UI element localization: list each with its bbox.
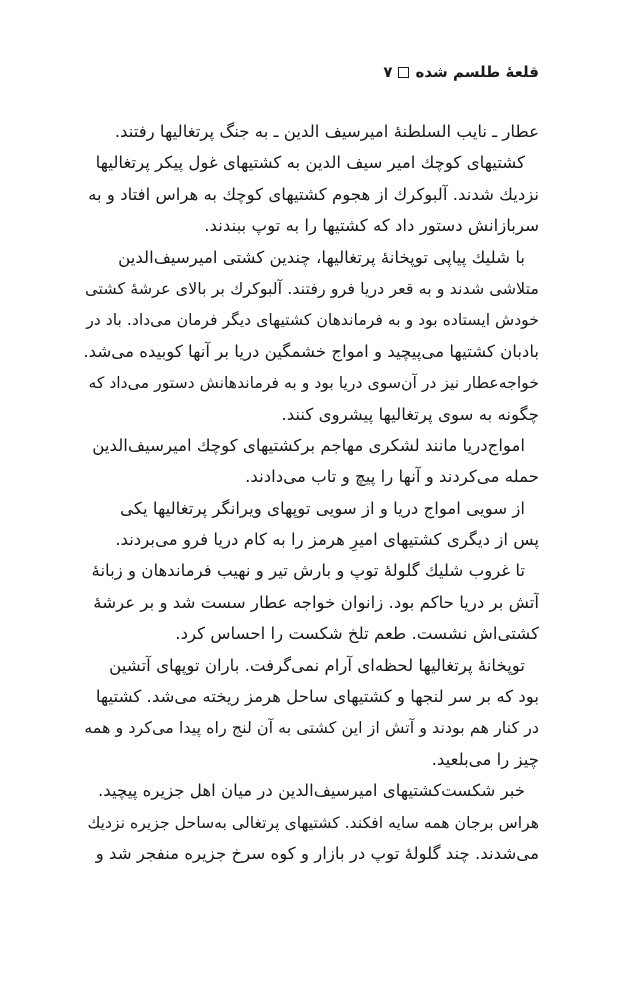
text-line: بود که بر سر لنجها و کشتیهای ساحل هرمز ریخته می‌شد. کشتیها (95, 687, 539, 707)
text-line: با شلیك پیاپی توپخانهٔ پرتغالیها، چندین کشتی امیرسیف‌الدین (118, 247, 525, 267)
text-line: کشتیهای کوچك امیر سیف الدین به کشتیهای غول پیکر پرتغالیها (95, 153, 525, 173)
text-line: تا غروب شلیك گلولهٔ توپ و بارش تیر و نهیب فرماندهان و زبانهٔ (91, 561, 525, 581)
text-line: خبر شکست‌کشتیهای امیرسیف‌الدین در میان اهل جزیره پیچید. (98, 781, 525, 801)
text-line: از سویی امواج دریا و از سویی توپهای ویرانگر پرتغالیها یکی (120, 498, 525, 518)
body-text (80, 116, 539, 869)
text-line: آتش بر دریا حاکم بود. زانوان خواجه عطار سست شد و بر عرشهٔ (93, 592, 539, 612)
text-line: کشتی‌اش نشست. طعم تلخ شکست را احساس کرد. (175, 624, 539, 644)
text-line: بادبان کشتیها می‌پیچید و امواج خشمگین دریا بر آنها کوبیده می‌شد. (83, 341, 539, 361)
text-line: هراس برجان همه سایه افکند. کشتیهای پرتغالی به‌ساحل جزیره نزدیك (87, 812, 539, 832)
text-line: پس از دیگری کشتیهای امیرِ هرمز را به کام دریا فرو می‌بردند. (115, 530, 539, 550)
text-line: سربازانش دستور داد که کشتیها را به توپ ببندند. (204, 216, 539, 236)
text-line: چگونه به سوی پرتغالیها پیشروی کنند. (281, 404, 539, 424)
text-line: خواجه‌عطار نیز در آن‌سوی دریا بود و به فرماندهانش دستور می‌داد که (88, 373, 539, 393)
text-line: نزدیك شدند. آلبوکرك از هجوم کشتیهای کوچك به هراس افتاد و به (88, 184, 539, 204)
text-line: حمله می‌کردند و آنها را پیچ و تاب می‌دادند. (245, 467, 539, 487)
text-line: امواج‌دریا مانند لشکری مهاجم برکشتیهای کوچك امیرسیف‌الدین (92, 435, 525, 455)
text-line: می‌شدند. چند گلولهٔ توپ در بازار و کوه سرخ جزیره منفجر شد و (95, 843, 539, 863)
text-line: خودش ایستاده بود و به فرماندهان کشتیهای دیگر فرمان می‌داد. باد در (86, 310, 539, 330)
box-ornament-icon (398, 67, 409, 78)
text-line: عطار ـ نایب السلطنهٔ امیرسیف الدین ـ به جنگ پرتغالیها رفتند. (114, 122, 539, 141)
text-line: در کنار هم بودند و آتش از این کشتی به آن لنج راه پیدا می‌کرد و همه (84, 718, 539, 738)
text-line: چیز را می‌بلعید. (431, 749, 539, 769)
running-header (383, 62, 539, 82)
text-line: توپخانهٔ پرتغالیها لحظه‌ای آرام نمی‌گرفت. باران توپهای آتشین (109, 655, 525, 675)
text-line: متلاشی شدند و به قعر دریا فرو رفتند. آلبوکرك بر بالای عرشهٔ کشتی (85, 278, 539, 298)
page-number: ۷ (383, 63, 393, 81)
book-title: قلعهٔ طلسم شده (415, 63, 539, 81)
